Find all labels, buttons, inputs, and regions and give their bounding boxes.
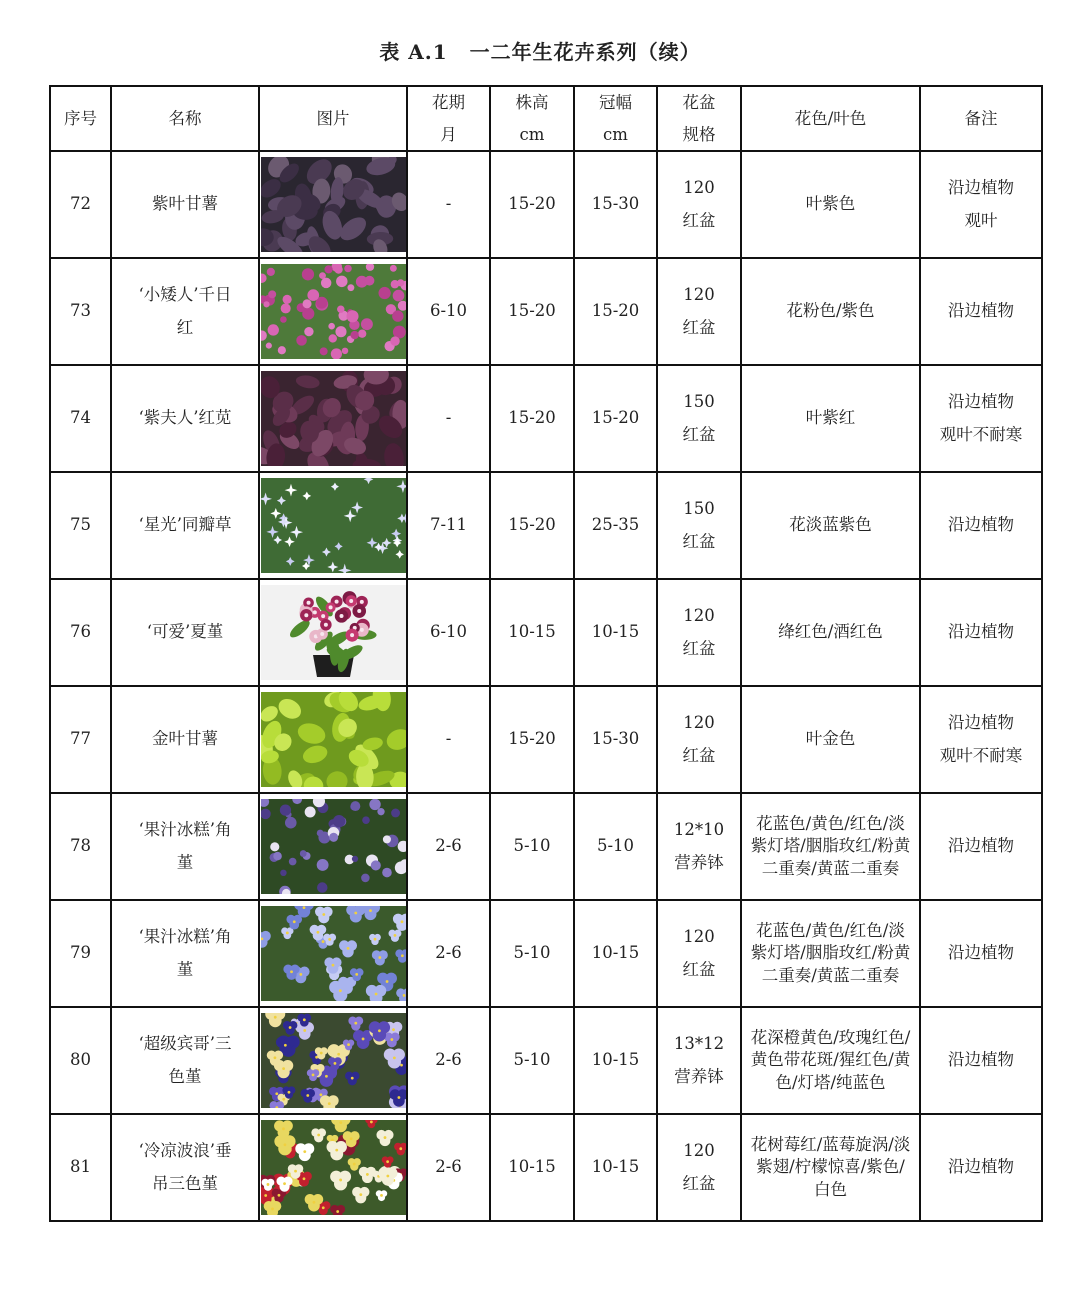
header-height [490, 86, 574, 151]
table-row [50, 258, 1042, 365]
header-bloom-line1: 花期 [432, 93, 465, 113]
cell-note [920, 472, 1042, 579]
header-bloom [407, 86, 490, 151]
pot-line2: 红盆 [682, 1173, 716, 1193]
pot-line2: 红盆 [682, 210, 716, 230]
cell-pot [657, 686, 741, 793]
table-row [50, 472, 1042, 579]
cell-note [920, 258, 1042, 365]
note-line1: 沿边植物 [948, 622, 1014, 642]
plant-photo [261, 264, 406, 359]
cell-seq: 75 [50, 472, 111, 579]
pot-line2: 红盆 [682, 424, 716, 444]
cell-pot [657, 151, 741, 258]
table-row [50, 686, 1042, 793]
name-line1: 金叶甘薯 [152, 729, 218, 749]
cell-name [111, 793, 259, 900]
cell-seq: 73 [50, 258, 111, 365]
cell-color: 花淡蓝紫色 [741, 472, 920, 579]
plant-photo [261, 585, 406, 680]
table-row [50, 151, 1042, 258]
cell-bloom: 2-6 [407, 1007, 490, 1114]
pot-line2: 营养钵 [674, 1066, 724, 1086]
pot-line1: 120 [683, 178, 715, 198]
header-crown-line1: 冠幅 [599, 93, 632, 113]
cell-seq: 78 [50, 793, 111, 900]
pot-line1: 120 [683, 285, 715, 305]
plant-table [49, 85, 1043, 1222]
cell-seq: 80 [50, 1007, 111, 1114]
name-line2: 堇 [176, 959, 194, 979]
cell-color: 叶紫色 [741, 151, 920, 258]
cell-color: 叶紫红 [741, 365, 920, 472]
pot-line2: 营养钵 [674, 852, 724, 872]
pot-line2: 红盆 [682, 531, 716, 551]
name-line1: 紫叶甘薯 [152, 194, 218, 214]
pot-line1: 120 [683, 606, 715, 626]
table-row [50, 1007, 1042, 1114]
cell-name [111, 686, 259, 793]
cell-crown: 15-30 [574, 686, 657, 793]
note-line1: 沿边植物 [948, 515, 1014, 535]
cell-height: 15-20 [490, 686, 574, 793]
cell-seq: 79 [50, 900, 111, 1007]
header-seq: 序号 [50, 86, 111, 151]
note-line1: 沿边植物 [948, 178, 1014, 198]
note-line2: 观叶 [964, 210, 998, 230]
cell-bloom: 2-6 [407, 793, 490, 900]
pot-line2: 红盆 [682, 959, 716, 979]
name-line1: ‘超级宾哥’三 [138, 1034, 232, 1054]
note-line1: 沿边植物 [948, 943, 1014, 963]
cell-photo [259, 472, 407, 579]
cell-bloom: 7-11 [407, 472, 490, 579]
cell-note [920, 365, 1042, 472]
pot-line1: 13*12 [673, 1034, 725, 1054]
cell-crown: 10-15 [574, 900, 657, 1007]
name-line2: 堇 [176, 852, 194, 872]
cell-pot [657, 793, 741, 900]
header-pot-line1: 花盆 [682, 93, 716, 113]
table-body [50, 151, 1042, 1221]
name-line1: ‘紫夫人’红苋 [138, 408, 232, 428]
header-color: 花色/叶色 [741, 86, 920, 151]
note-line1: 沿边植物 [948, 392, 1014, 412]
name-line1: ‘小矮人’千日 [138, 285, 232, 305]
cell-bloom: 2-6 [407, 900, 490, 1007]
name-line1: ‘果汁冰糕’角 [138, 927, 232, 947]
table-title [0, 36, 1080, 65]
header-bloom-line2: 月 [440, 124, 457, 144]
cell-photo [259, 793, 407, 900]
cell-note [920, 151, 1042, 258]
cell-height: 5-10 [490, 793, 574, 900]
cell-height: 15-20 [490, 472, 574, 579]
cell-height: 15-20 [490, 365, 574, 472]
header-row [50, 86, 1042, 151]
name-line2: 红 [176, 317, 194, 337]
pot-line2: 红盆 [682, 317, 716, 337]
cell-color: 花树莓红/蓝莓旋涡/淡紫翅/柠檬惊喜/紫色/白色 [741, 1114, 920, 1221]
cell-bloom: - [407, 686, 490, 793]
cell-note [920, 1007, 1042, 1114]
cell-bloom: 2-6 [407, 1114, 490, 1221]
cell-bloom: - [407, 365, 490, 472]
cell-height: 15-20 [490, 258, 574, 365]
cell-seq: 74 [50, 365, 111, 472]
cell-photo [259, 258, 407, 365]
table-number: 表 A.1 [379, 40, 448, 64]
table-row [50, 579, 1042, 686]
cell-crown: 10-15 [574, 1114, 657, 1221]
name-line2: 吊三色堇 [152, 1173, 218, 1193]
cell-seq: 81 [50, 1114, 111, 1221]
cell-color: 花蓝色/黄色/红色/淡紫灯塔/胭脂玫红/粉黄二重奏/黄蓝二重奏 [741, 793, 920, 900]
note-line2: 观叶不耐寒 [939, 424, 1023, 444]
cell-note [920, 579, 1042, 686]
cell-note [920, 686, 1042, 793]
note-line1: 沿边植物 [948, 713, 1014, 733]
cell-name [111, 151, 259, 258]
header-pot-line2: 规格 [682, 124, 716, 144]
cell-name [111, 1007, 259, 1114]
cell-crown: 15-20 [574, 258, 657, 365]
cell-pot [657, 365, 741, 472]
name-line1: ‘冷凉波浪’垂 [138, 1141, 232, 1161]
header-crown-line2: cm [603, 124, 628, 144]
cell-photo [259, 579, 407, 686]
plant-photo [261, 1013, 406, 1108]
cell-height: 10-15 [490, 1114, 574, 1221]
cell-pot [657, 900, 741, 1007]
cell-bloom: - [407, 151, 490, 258]
cell-seq: 77 [50, 686, 111, 793]
cell-color: 叶金色 [741, 686, 920, 793]
plant-photo [261, 478, 406, 573]
header-height-line1: 株高 [515, 93, 549, 113]
cell-pot [657, 579, 741, 686]
cell-color: 花粉色/紫色 [741, 258, 920, 365]
name-line1: ‘星光’同瓣草 [138, 515, 232, 535]
cell-crown: 15-30 [574, 151, 657, 258]
header-image: 图片 [259, 86, 407, 151]
cell-name [111, 900, 259, 1007]
cell-photo [259, 1114, 407, 1221]
cell-crown: 5-10 [574, 793, 657, 900]
cell-height: 10-15 [490, 579, 574, 686]
cell-pot [657, 1114, 741, 1221]
note-line2: 观叶不耐寒 [939, 745, 1023, 765]
header-height-line2: cm [519, 124, 545, 144]
cell-bloom: 6-10 [407, 579, 490, 686]
pot-line1: 120 [683, 1141, 715, 1161]
plant-photo [261, 371, 406, 466]
cell-photo [259, 686, 407, 793]
header-note: 备注 [920, 86, 1042, 151]
cell-note [920, 900, 1042, 1007]
note-line1: 沿边植物 [948, 836, 1014, 856]
cell-name [111, 472, 259, 579]
name-line1: ‘可爱’夏堇 [146, 622, 224, 642]
table-row [50, 793, 1042, 900]
cell-crown: 10-15 [574, 1007, 657, 1114]
note-line1: 沿边植物 [948, 1050, 1014, 1070]
header-crown [574, 86, 657, 151]
cell-pot [657, 258, 741, 365]
cell-seq: 76 [50, 579, 111, 686]
cell-height: 5-10 [490, 900, 574, 1007]
plant-photo [261, 157, 406, 252]
cell-note [920, 793, 1042, 900]
name-line2: 色堇 [168, 1066, 202, 1086]
plant-photo [261, 1120, 406, 1215]
plant-photo [261, 692, 406, 787]
cell-name [111, 579, 259, 686]
pot-line1: 150 [683, 499, 715, 519]
pot-line1: 120 [683, 927, 715, 947]
header-pot [657, 86, 741, 151]
note-line1: 沿边植物 [948, 301, 1014, 321]
cell-photo [259, 365, 407, 472]
cell-color: 绛红色/酒红色 [741, 579, 920, 686]
cell-name [111, 258, 259, 365]
cell-color: 花深橙黄色/玫瑰红色/黄色带花斑/猩红色/黄色/灯塔/纯蓝色 [741, 1007, 920, 1114]
cell-bloom: 6-10 [407, 258, 490, 365]
header-name: 名称 [111, 86, 259, 151]
cell-name [111, 1114, 259, 1221]
table-row [50, 365, 1042, 472]
pot-line1: 120 [683, 713, 715, 733]
cell-height: 15-20 [490, 151, 574, 258]
table-row [50, 1114, 1042, 1221]
cell-crown: 10-15 [574, 579, 657, 686]
cell-name [111, 365, 259, 472]
cell-seq: 72 [50, 151, 111, 258]
pot-line1: 150 [683, 392, 715, 412]
cell-photo [259, 151, 407, 258]
cell-color: 花蓝色/黄色/红色/淡紫灯塔/胭脂玫红/粉黄二重奏/黄蓝二重奏 [741, 900, 920, 1007]
cell-pot [657, 1007, 741, 1114]
plant-photo [261, 799, 406, 894]
name-line1: ‘果汁冰糕’角 [138, 820, 232, 840]
pot-line1: 12*10 [673, 820, 725, 840]
table-caption: 一二年生花卉系列（续） [469, 40, 701, 64]
cell-note [920, 1114, 1042, 1221]
cell-photo [259, 1007, 407, 1114]
plant-photo [261, 906, 406, 1001]
cell-crown: 15-20 [574, 365, 657, 472]
cell-photo [259, 900, 407, 1007]
note-line1: 沿边植物 [948, 1157, 1014, 1177]
pot-line2: 红盆 [682, 638, 716, 658]
cell-pot [657, 472, 741, 579]
table-row [50, 900, 1042, 1007]
cell-crown: 25-35 [574, 472, 657, 579]
pot-line2: 红盆 [682, 745, 716, 765]
cell-height: 5-10 [490, 1007, 574, 1114]
